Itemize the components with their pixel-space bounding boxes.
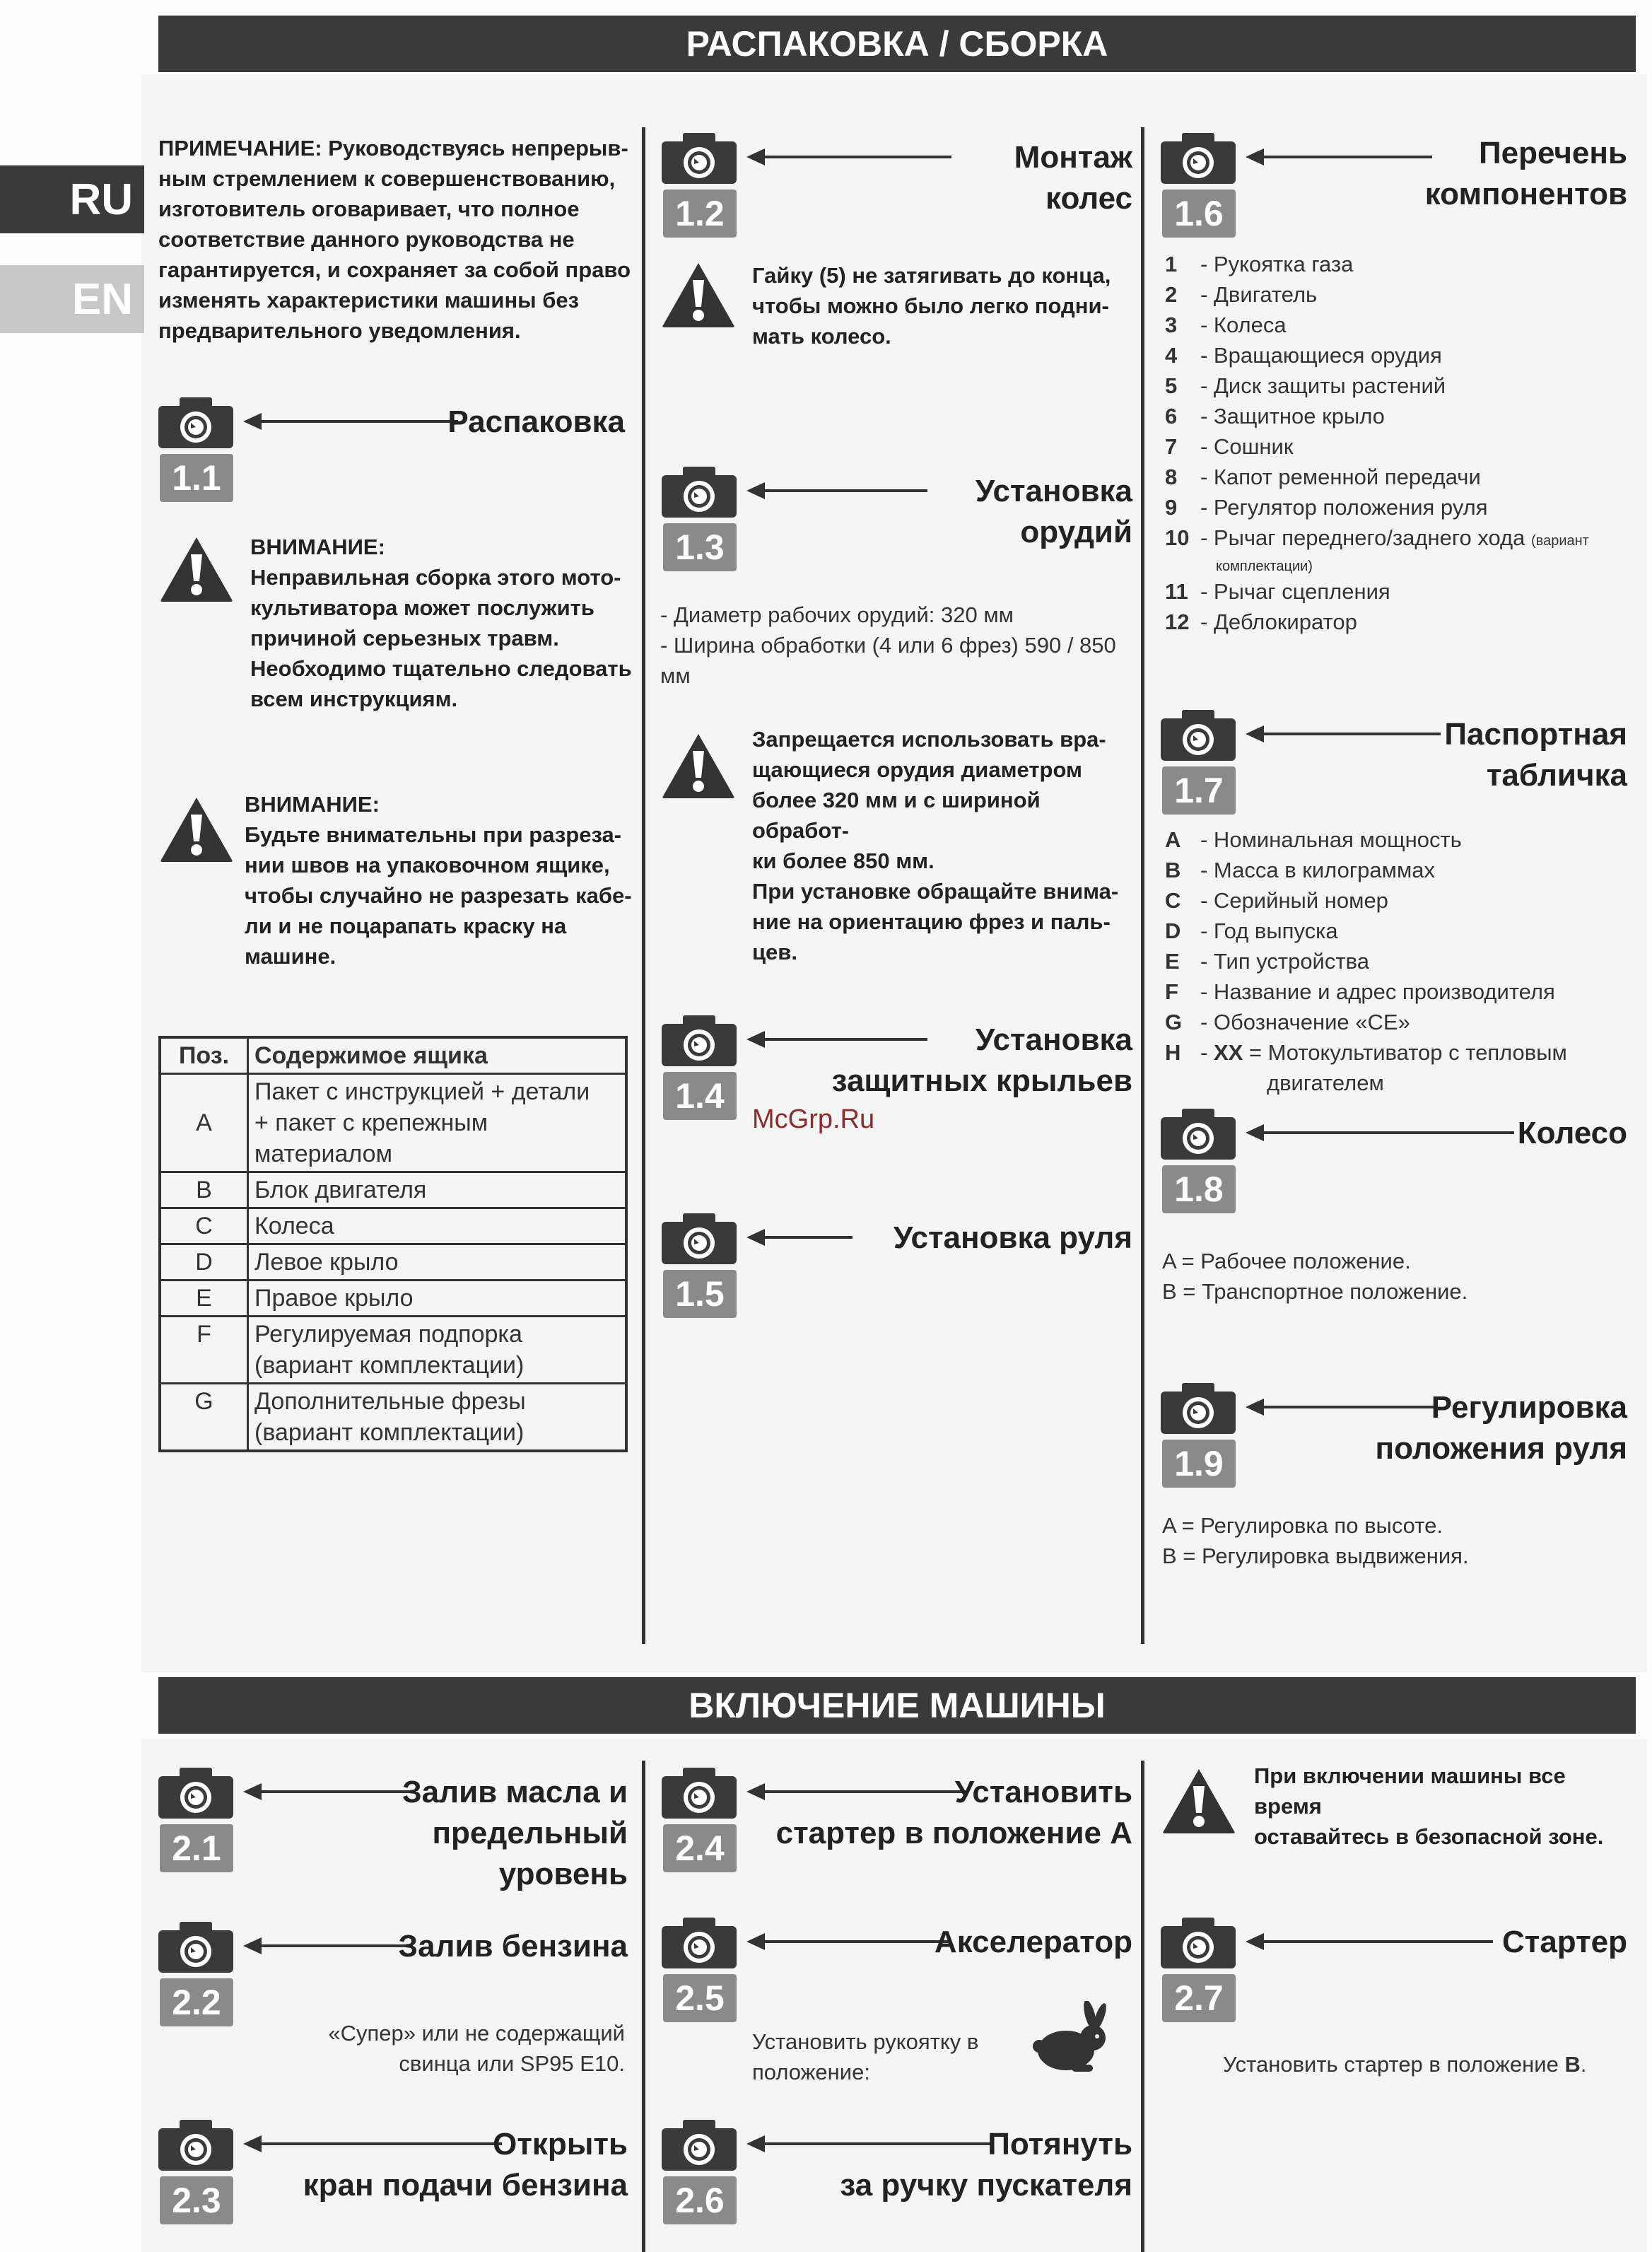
figure-number: 2.7 xyxy=(1162,1974,1236,2022)
warning-text: ВНИМАНИЕ: Будьте внимательны при разреза- нии швов на упаковочном ящике, чтобы случайно не разрезать кабе- ли и не поцарапать краску на машине. xyxy=(245,792,632,969)
arrow-line xyxy=(257,420,458,423)
figure-number: 2.3 xyxy=(160,2176,233,2224)
figure-number: 1.2 xyxy=(663,189,737,238)
list-item-note: комплектации) xyxy=(1216,559,1313,574)
throttle-note: Установить рукоятку в положение: xyxy=(752,2029,979,2084)
section-title: Колесо xyxy=(1517,1116,1627,1150)
watermark-text: McGrp.Ru xyxy=(752,1104,875,1134)
section-1-9 xyxy=(1161,1383,1627,1496)
warning-text: При включении машины все время оставайтесь в безопасной зоне. xyxy=(1254,1763,1604,1849)
column-divider xyxy=(1141,1761,1144,2252)
list-item: 8 - Капот ременной передачи xyxy=(1165,465,1481,489)
warning-icon xyxy=(160,796,233,863)
figure-number: 2.5 xyxy=(663,1974,737,2022)
figure-number: 1.7 xyxy=(1162,766,1236,815)
arrow-line xyxy=(257,1944,413,1947)
table-row: E Правое крыло xyxy=(160,1280,626,1317)
figure-number: 1.1 xyxy=(160,454,233,502)
section-2-3 xyxy=(158,2120,628,2233)
list-item: H - XX = Мотокультиватор с тепловым xyxy=(1165,1040,1567,1065)
lang-tab-ru[interactable]: RU xyxy=(0,165,144,233)
components-list xyxy=(1165,249,1632,637)
figure-number: 1.3 xyxy=(663,523,737,571)
column-divider xyxy=(642,1761,645,2252)
warning-text: Запрещается использовать вра- щающиеся орудия диаметром более 320 мм и с шириной обработ- ки более 850 мм. При установке обращайте внима- ние на ориентацию фрез и паль- цев. xyxy=(752,727,1119,964)
figure-number: 1.8 xyxy=(1162,1165,1236,1213)
section-title: Перечень компонентов xyxy=(1424,136,1627,211)
list-item: 5 - Диск защиты растений xyxy=(1165,373,1446,398)
section-title: Установка защитных крыльев xyxy=(831,1022,1132,1098)
list-item: 1 - Рукоятка газа xyxy=(1165,252,1354,276)
table-row: F Регулируемая подпорка (вариант комплектации) xyxy=(160,1317,626,1384)
box-contents-table xyxy=(158,1036,628,1452)
list-item: 7 - Сошник xyxy=(1165,434,1294,459)
arrow-line xyxy=(761,489,927,492)
section-1-6 xyxy=(1161,133,1627,246)
list-item: C - Серийный номер xyxy=(1165,888,1388,913)
section-header-assembly: РАСПАКОВКА / СБОРКА xyxy=(158,16,1636,72)
list-item: A - Номинальная мощность xyxy=(1165,827,1462,852)
camera-icon xyxy=(662,1015,737,1066)
camera-icon xyxy=(662,133,737,184)
warning-icon xyxy=(662,262,735,328)
column-divider xyxy=(1141,127,1144,1644)
list-item: 9 - Регулятор положения руля xyxy=(1165,495,1488,520)
camera-icon xyxy=(1161,1918,1236,1968)
section-2-6 xyxy=(662,2120,1132,2233)
section-1-1 xyxy=(158,397,625,511)
section-title: Монтаж колес xyxy=(1014,140,1132,216)
section-title: Стартер xyxy=(1502,1925,1627,1959)
column-divider xyxy=(642,127,645,1644)
section-1-7 xyxy=(1161,710,1627,823)
section-2-4 xyxy=(662,1768,1132,1881)
figure-number: 1.6 xyxy=(1162,189,1236,238)
camera-icon xyxy=(158,1768,233,1819)
handlebar-adjustments: A = Регулировка по высоте. B = Регулировка выдвижения. xyxy=(1162,1513,1469,1568)
figure-number: 2.4 xyxy=(663,1824,737,1872)
list-item-continuation: двигателем xyxy=(1267,1070,1384,1095)
warning-text: ВНИМАНИЕ: Неправильная сборка этого мото- культиватора может послужить причиной серьезных травм. Необходимо тщательно следовать всем инструкциям. xyxy=(250,535,632,711)
arrow-line xyxy=(1260,156,1432,158)
choke-note: Установить стартер в положение B. xyxy=(1223,2052,1587,2077)
arrow-line xyxy=(761,156,951,158)
warning-text: Гайку (5) не затягивать до конца, чтобы можно было легко подни- мать колесо. xyxy=(752,263,1111,349)
camera-icon xyxy=(158,397,233,448)
figure-number: 2.2 xyxy=(160,1978,233,2026)
camera-icon xyxy=(1161,133,1236,184)
section-title: Распаковка xyxy=(447,404,625,439)
section-1-3 xyxy=(662,467,1132,580)
section-title: Открыть кран подачи бензина xyxy=(303,2127,628,2203)
wheel-positions: A = Рабочее положение. B = Транспортное положение. xyxy=(1162,1249,1468,1304)
arrow-line xyxy=(761,1236,853,1239)
table-row: G Дополнительные фрезы (вариант комплектации) xyxy=(160,1384,626,1452)
rabbit-icon xyxy=(1022,2001,1114,2079)
section-title: Залив бензина xyxy=(398,1929,628,1964)
arrow-line xyxy=(257,1790,413,1793)
list-item: 12 - Деблокиратор xyxy=(1165,609,1357,634)
list-item: 3 - Колеса xyxy=(1165,313,1287,337)
figure-number: 1.9 xyxy=(1162,1440,1236,1488)
figure-number: 2.1 xyxy=(160,1824,233,1872)
section-1-2 xyxy=(662,133,1132,246)
list-item: 4 - Вращающиеся орудия xyxy=(1165,343,1442,368)
camera-icon xyxy=(1161,1383,1236,1434)
camera-icon xyxy=(662,467,737,518)
list-item: B - Масса в килограммах xyxy=(1165,858,1435,882)
camera-icon xyxy=(662,1918,737,1968)
section-title: Регулировка положения руля xyxy=(1375,1390,1627,1466)
section-header-startup: ВКЛЮЧЕНИЕ МАШИНЫ xyxy=(158,1677,1636,1734)
arrow-line xyxy=(1260,733,1441,735)
table-header: Содержимое ящика xyxy=(248,1037,627,1074)
section-2-7 xyxy=(1161,1918,1627,2031)
section-title: Установка руля xyxy=(893,1220,1132,1255)
section-1-8 xyxy=(1161,1109,1627,1222)
section-title: Акселератор xyxy=(934,1925,1132,1959)
warning-icon xyxy=(662,733,735,799)
camera-icon xyxy=(662,2120,737,2171)
section-2-1 xyxy=(158,1768,628,1891)
list-item: D - Год выпуска xyxy=(1165,918,1338,943)
camera-icon xyxy=(662,1768,737,1819)
section-title: Паспортная табличка xyxy=(1444,717,1627,793)
fuel-note: «Супер» или не содержащий свинца или SP95 E10. xyxy=(328,2021,625,2076)
table-row: B Блок двигателя xyxy=(160,1172,626,1208)
camera-icon xyxy=(158,1922,233,1973)
list-item: G - Обозначение «CE» xyxy=(1165,1010,1410,1034)
camera-icon xyxy=(1161,710,1236,761)
table-header: Поз. xyxy=(160,1037,248,1074)
list-item: E - Тип устройства xyxy=(1165,949,1369,974)
arrow-line xyxy=(1260,1131,1514,1134)
table-row: D Левое крыло xyxy=(160,1244,626,1280)
list-item: 10 - Рычаг переднего/заднего хода (вариант xyxy=(1165,525,1589,550)
camera-icon xyxy=(1161,1109,1236,1160)
camera-icon xyxy=(662,1213,737,1264)
camera-icon xyxy=(158,2120,233,2171)
section-1-4 xyxy=(662,1015,1132,1128)
figure-number: 1.5 xyxy=(663,1270,737,1318)
section-title: Потянуть за ручку пускателя xyxy=(840,2127,1132,2203)
rating-plate-list xyxy=(1165,824,1632,1098)
section-title: Залив масла и предельный уровень xyxy=(402,1775,628,1891)
figure-number: 2.6 xyxy=(663,2176,737,2224)
disclaimer-note: ПРИМЕЧАНИЕ: Руководствуясь непрерыв- ным стремлением к совершенствованию, изготовитель оговаривает, что полное соответствие данного руководства не гарантируется, и сохраняет за собой право изменять характеристики машины без предварительного уведомления. xyxy=(158,136,631,343)
list-item: 6 - Защитное крыло xyxy=(1165,404,1385,428)
section-title: Установить стартер в положение A xyxy=(775,1775,1132,1850)
table-row: C Колеса xyxy=(160,1208,626,1244)
list-item: 2 - Двигатель xyxy=(1165,282,1318,307)
arrow-line xyxy=(1260,1940,1493,1943)
list-item: F - Название и адрес производителя xyxy=(1165,979,1555,1004)
specs-list: - Диаметр рабочих орудий: 320 мм - Ширина обработки (4 или 6 фрез) 590 / 850 мм xyxy=(660,602,1116,688)
lang-tab-en[interactable]: EN xyxy=(0,265,144,333)
arrow-line xyxy=(761,1940,951,1943)
table-row: A Пакет с инструкцией + детали + пакет с крепежным материалом xyxy=(160,1074,626,1172)
section-1-5 xyxy=(662,1213,1132,1326)
list-item: 11 - Рычаг сцепления xyxy=(1165,579,1390,604)
warning-icon xyxy=(160,536,233,602)
figure-number: 1.4 xyxy=(663,1072,737,1120)
section-title: Установка орудий xyxy=(975,474,1132,549)
warning-icon xyxy=(1162,1768,1236,1834)
